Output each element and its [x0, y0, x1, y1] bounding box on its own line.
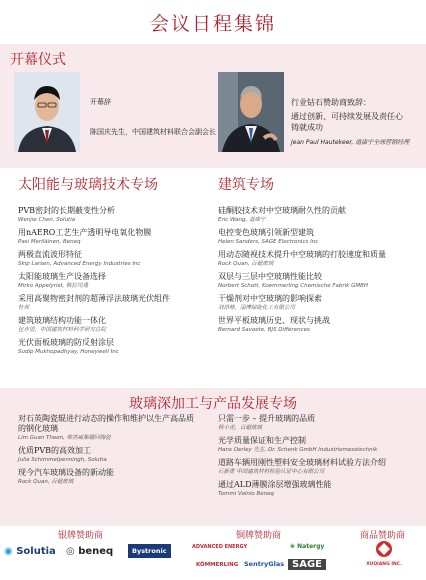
opening-section: [0, 44, 426, 168]
opening-heading: 开幕仪式: [10, 52, 66, 68]
agenda-item-speaker: Pasi Meriläinen, Beneq: [18, 239, 81, 245]
agenda-item-speaker: 刘昂峰，淄博绿能化工有限公司: [218, 305, 296, 311]
speaker1-name: 陈国庆先生，中国建筑材料联合会副会长: [90, 128, 216, 136]
agenda-item-speaker: Sudip Mukhopadhyay, Honeywell Inc: [18, 349, 119, 355]
agenda-item: [218, 294, 418, 312]
agenda-item-speaker: Rock Quan, 百超玻璃: [18, 479, 74, 485]
agenda-item-title: 用nAERO工艺生产透明导电氧化物膜: [18, 228, 152, 237]
beneq-logo: ◎ beneq: [66, 546, 114, 557]
agenda-item-title: 通过ALD薄膜涂层增强玻璃性能: [218, 480, 332, 489]
agenda-item-title: 对石英陶瓷辊进行动态的操作和维护以生产高品质的钢化玻璃: [18, 414, 194, 433]
agenda-item: [218, 480, 418, 498]
agenda-item-title: 电控变色玻璃引领新型建筑: [218, 228, 314, 237]
agenda-item: [218, 272, 418, 290]
agenda-item: [218, 228, 418, 246]
agenda-item-title: 只需一步 – 提升玻璃的品质: [218, 414, 316, 423]
agenda-item: [18, 338, 208, 356]
agenda-item-speaker: 包亦望，中国建筑材料科学研究总院: [18, 327, 107, 333]
agenda-item-title: 世界平板玻璃历史、现状与挑战: [218, 316, 330, 325]
speaker2-photo: [218, 72, 284, 152]
solutia-mark-icon: ◉: [4, 546, 13, 557]
solar-heading: 太阳能与玻璃技术专场: [18, 177, 158, 193]
agenda-item: [18, 316, 208, 334]
sentryglas-logo: SentryGlas: [244, 560, 285, 568]
processing-heading: 玻璃深加工与产品发展专场: [129, 396, 297, 412]
agenda-item-title: 双层与三层中空玻璃性能比较: [218, 272, 322, 281]
natergy-logo: ❀ Natergy: [290, 543, 325, 550]
agenda-item-title: 优质PVB的高效加工: [18, 446, 92, 455]
agenda-item-speaker: Rock Quan, 百超玻璃: [218, 261, 274, 267]
solar-column: [18, 168, 208, 360]
xuqiang-logo: XUQIANG INC.: [364, 540, 404, 567]
architecture-list: [218, 206, 418, 334]
agenda-item-speaker: Helen Sanders, SAGE Electronics Inc: [218, 239, 319, 245]
agenda-item-speaker: Mirko Appelyrist, 格拉司通: [18, 283, 89, 289]
product-sponsor-label: 商品赞助商: [360, 531, 406, 541]
agenda-item-speaker: 杨小虎，百超玻璃: [218, 425, 263, 431]
agenda-item-speaker: Hans Oerley 先生, Dr. Schenk GmbH Industriemesstechnik: [218, 447, 378, 453]
agenda-item-speaker: Eric Wang, 道康宁: [218, 217, 266, 223]
agenda-item-speaker: Tommi Vainio Beneq: [218, 491, 274, 497]
processing-section: [0, 388, 426, 526]
agenda-item-speaker: 杜邦: [18, 305, 30, 311]
agenda-item: [218, 414, 418, 432]
agenda-item: [218, 250, 418, 268]
agenda-item-speaker: Julia Schimmelpenningh, Solutia: [18, 457, 107, 463]
agenda-item: [218, 436, 418, 454]
agenda-item-title: 建筑玻璃结构功能一体化: [18, 316, 106, 325]
agenda-item-title: 硅酮胶技术对中空玻璃耐久性的贡献: [218, 206, 346, 215]
architecture-column: [218, 168, 418, 338]
agenda-item-speaker: Norbert Schott, Koemmerling Chemische Fabrik GMBH: [218, 283, 369, 289]
processing-left-list: [18, 414, 198, 490]
speaker2-topic-line1: 通过创新、可持续发展及责任心: [291, 112, 403, 121]
page-title: 会议日程集锦: [149, 12, 276, 35]
speaker1-photo: [14, 72, 80, 152]
agenda-item-title: PVB密封的长期蔽变性分析: [18, 206, 116, 215]
agenda-item-title: 太阳能玻璃生产设备选择: [18, 272, 106, 281]
bystronic-logo: Bystronic: [128, 544, 171, 558]
agenda-item-title: 道路车辆用刚性塑料安全玻璃材料试验方法介绍: [218, 458, 386, 467]
agenda-item: [18, 414, 198, 442]
agenda-item: [218, 316, 418, 334]
agenda-item-speaker: Wenjie Chen, Solutia: [18, 217, 76, 223]
tracks-section: [0, 168, 426, 388]
speaker2-topic: [291, 111, 403, 133]
advanced-energy-logo: ADVANCED ENERGY: [192, 544, 248, 550]
agenda-item: [218, 206, 418, 224]
bronze-sponsor-label: 铜牌赞助商: [236, 531, 282, 541]
agenda-item: [218, 458, 418, 476]
agenda-item: [18, 206, 208, 224]
agenda-item-speaker: 石新勇 中国建筑材料检验认证中心有限公司: [218, 469, 325, 475]
speaker2-name: Jean Paul Hautekeer, 道康宁全球营销经理: [291, 139, 410, 146]
agenda-item-title: 用动态随视技术提升中空玻璃的打胶速度和质量: [218, 250, 386, 259]
agenda-item-title: 现今汽车玻璃设备的新动能: [18, 468, 114, 477]
architecture-heading: 建筑专场: [218, 177, 274, 193]
xuqiang-emblem-icon: [371, 540, 397, 558]
agenda-item-speaker: Skip Larsen, Advanced Energy Industries Inc: [18, 261, 141, 267]
agenda-item-speaker: Lim Guan Theen, 维苏威集硼回陶瓷: [18, 435, 111, 441]
agenda-item-speaker: Bernard Savoete, BJS Différences: [218, 327, 310, 333]
agenda-item-title: 两极直流波形特征: [18, 250, 82, 259]
speaker2-topic-line2: 铸就成功: [291, 123, 323, 132]
agenda-item-title: 光伏面板玻璃的防反射涂层: [18, 338, 114, 347]
agenda-item: [18, 294, 208, 312]
processing-right-list: [218, 414, 418, 502]
speaker1-label: 开幕辞: [90, 98, 111, 106]
agenda-item: [18, 272, 208, 290]
natergy-leaf-icon: ❀: [290, 543, 296, 550]
agenda-item-title: 采用高聚物密封剂的超薄浮法玻璃光伏组件: [18, 294, 170, 303]
beneq-mark-icon: ◎: [66, 546, 75, 557]
silver-sponsor-label: 银牌赞助商: [58, 531, 104, 541]
agenda-item-title: 光学质量保证和生产控制: [218, 436, 306, 445]
sage-logo: SAGE: [288, 559, 326, 570]
sponsors-section: [0, 526, 426, 580]
koemmerling-logo: KÖMMERLING: [196, 562, 239, 568]
agenda-item: [18, 446, 198, 464]
solutia-logo: ◉ Solutia: [4, 546, 56, 557]
agenda-item: [18, 468, 198, 486]
agenda-item-title: 干燥剂对中空玻璃的影响探索: [218, 294, 322, 303]
speaker2-label: 行业钻石赞助商致辞：: [291, 98, 371, 107]
agenda-item: [18, 228, 208, 246]
solar-list: [18, 206, 208, 356]
agenda-item: [18, 250, 208, 268]
